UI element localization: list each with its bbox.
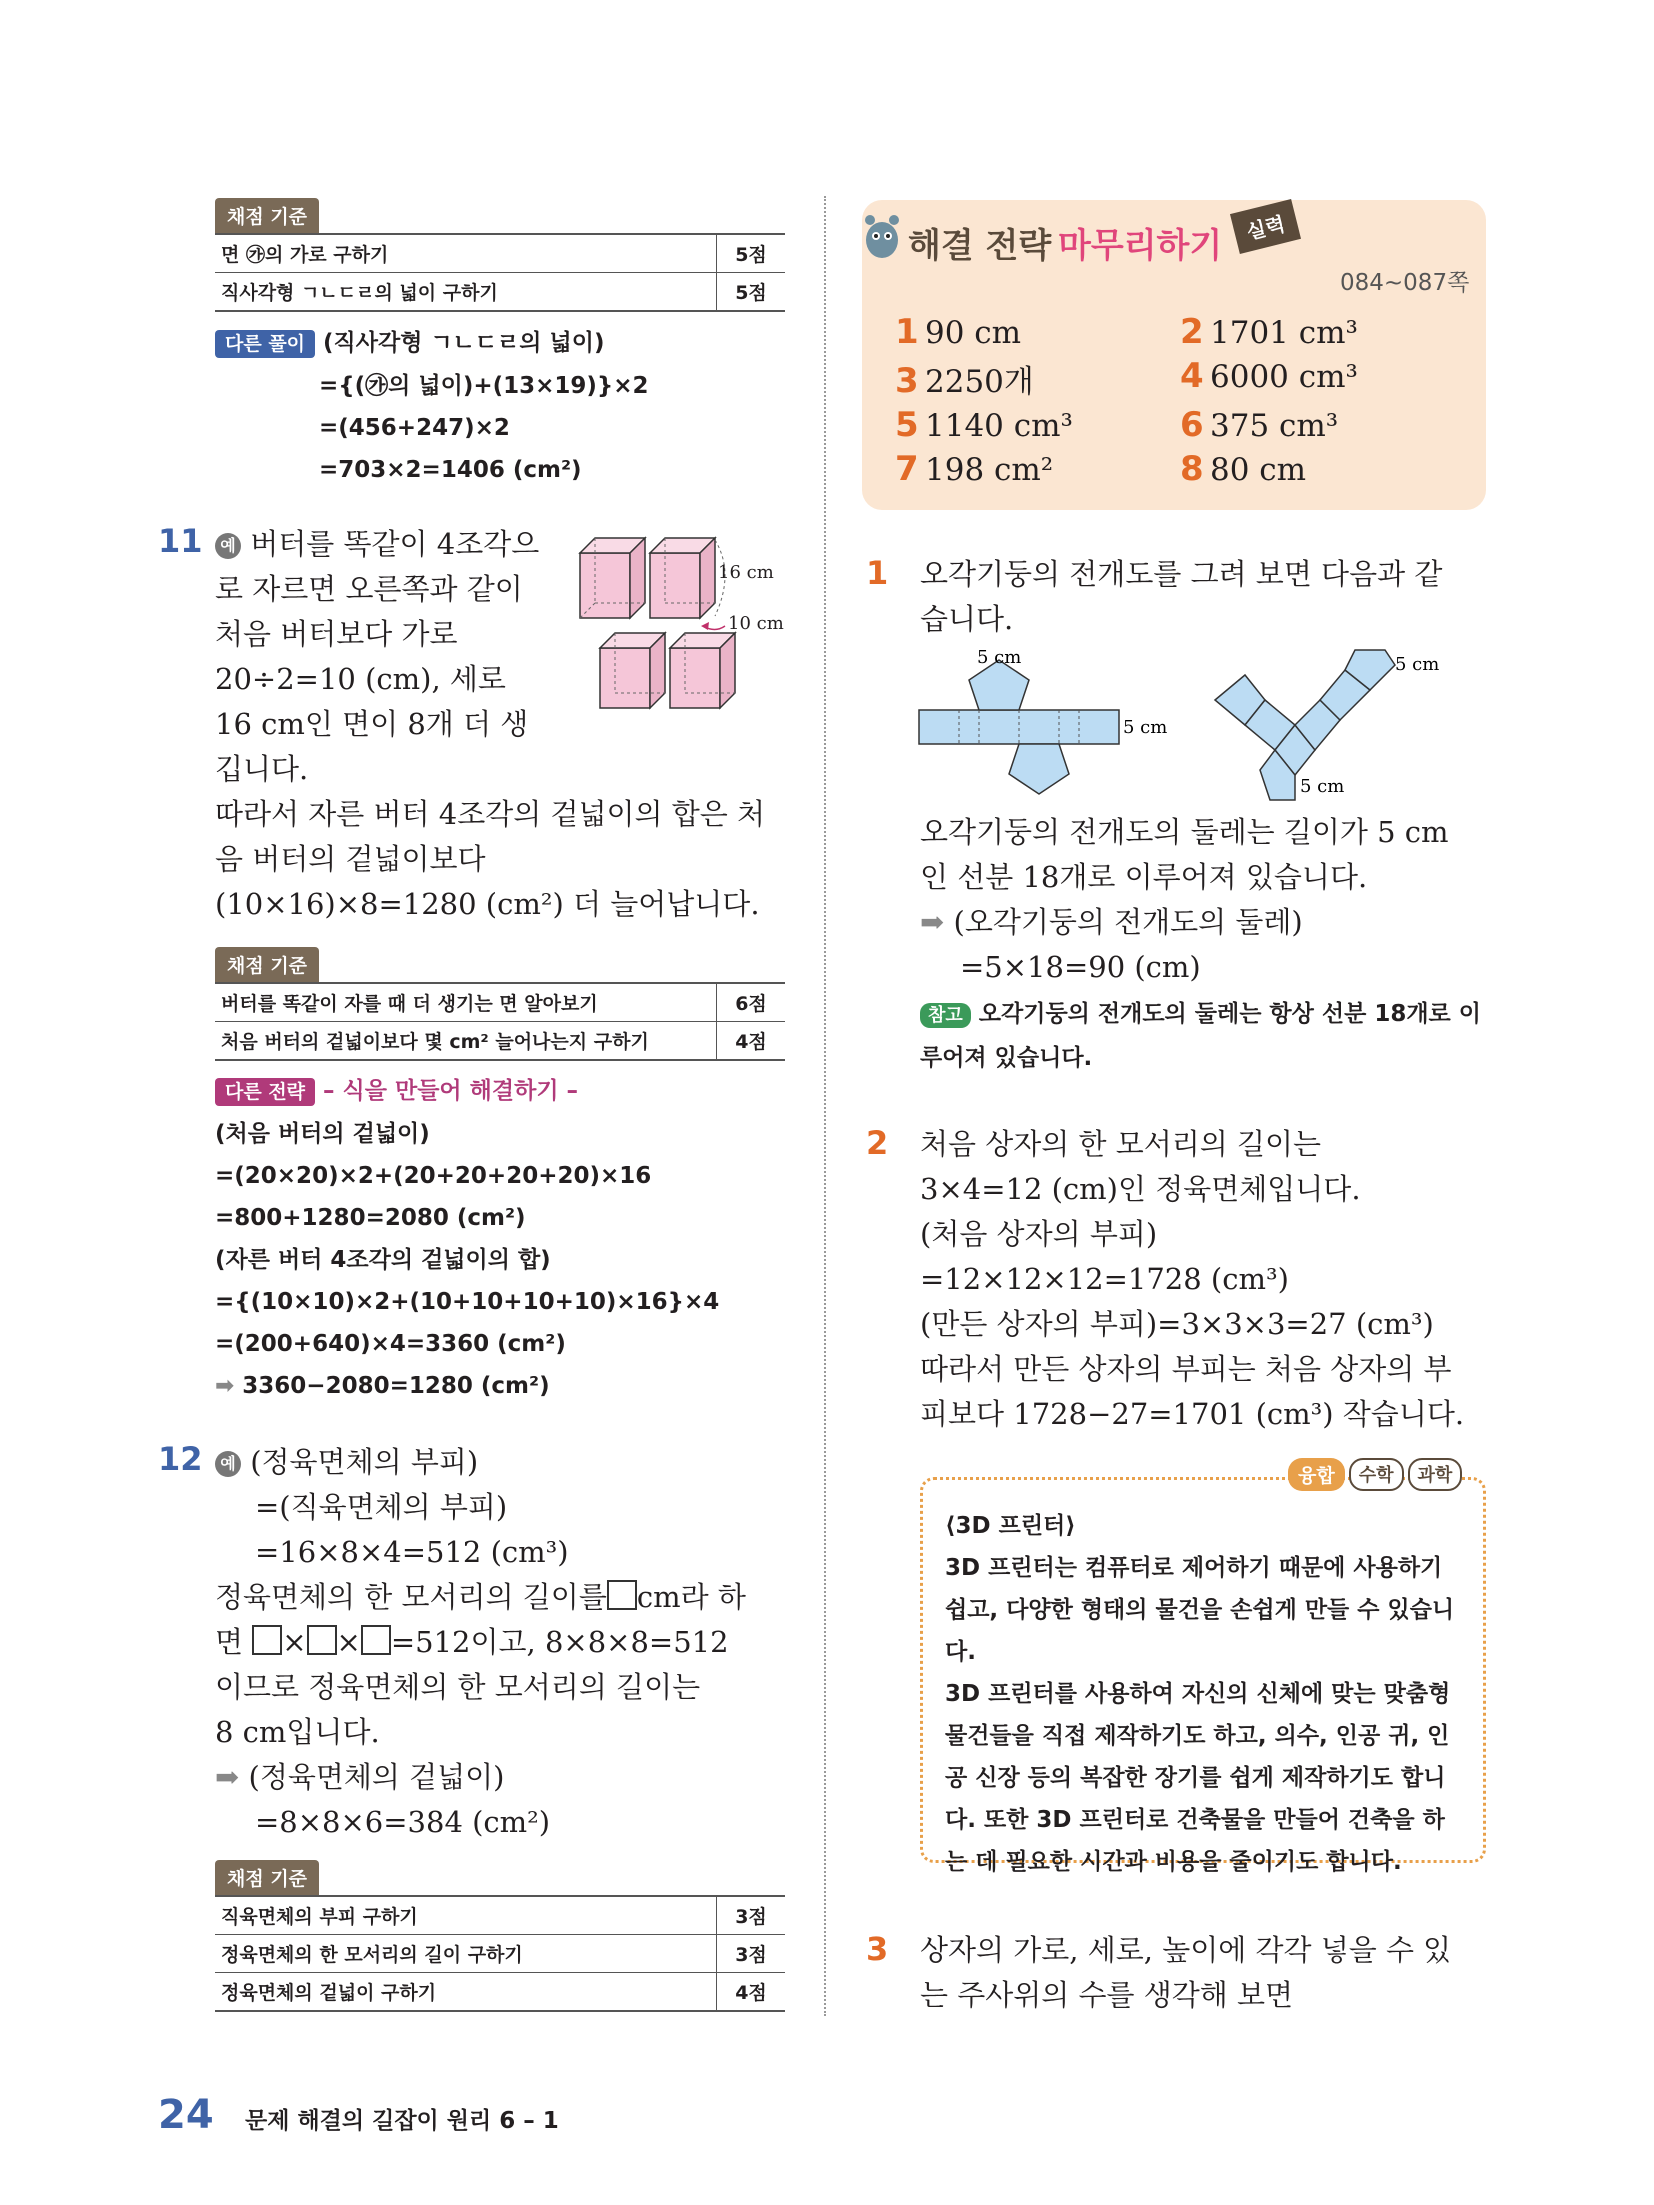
criterion: 처음 버터의 겉넓이보다 몇 cm² 늘어나는지 구하기 — [215, 1022, 717, 1061]
text-line: =12×12×12=1728 (cm³) — [920, 1262, 1289, 1296]
score-table-2 — [215, 947, 785, 1061]
text-line: 처음 상자의 한 모서리의 길이는 — [920, 1127, 1322, 1161]
question-1-intro — [920, 552, 1490, 642]
subject-tag: 수학 — [1349, 1458, 1404, 1491]
question-number-1: 1 — [866, 554, 889, 592]
text-line: 오각기둥의 전개도의 둘레는 길이가 5 cm — [920, 815, 1449, 849]
text-line: (오각기둥의 전개도의 둘레) — [953, 905, 1303, 939]
fusion-tags — [1288, 1458, 1462, 1491]
info-line: 다. 또한 3D 프린터로 건축물을 만들어 건축을 하 — [945, 1807, 1445, 1833]
info-line: 쉽고, 다양한 형태의 물건을 손쉽게 만들 수 있습니다. — [945, 1597, 1455, 1665]
dimension-label: 5 cm — [1395, 654, 1440, 675]
text-line: (10×16)×8=1280 (cm²) 더 늘어납니다. — [215, 887, 760, 921]
text-line: 면 — [215, 1625, 244, 1659]
text-line: 피보다 1728−27=1701 (cm³) 작습니다. — [920, 1397, 1465, 1431]
note-box — [920, 993, 1490, 1079]
text-line: 습니다. — [920, 602, 1014, 636]
question-1-body — [920, 810, 1490, 990]
text-line: (정육면체의 겉넓이) — [248, 1760, 505, 1794]
text-line: × — [282, 1625, 307, 1659]
info-line: 는 데 필요한 시간과 비용을 줄이기도 합니다. — [945, 1849, 1402, 1875]
text-line: 음 버터의 겉넓이보다 — [215, 842, 486, 876]
score-table — [215, 233, 785, 312]
answers-grid — [895, 312, 1475, 489]
points: 5점 — [717, 273, 786, 312]
score-table-1 — [215, 198, 785, 312]
text-line: × — [336, 1625, 361, 1659]
info-line: 공 신장 등의 복잡한 장기를 쉽게 제작하기도 합니 — [945, 1765, 1446, 1791]
score-table — [215, 1895, 785, 2012]
text-line: 20÷2=10 (cm), 세로 — [215, 662, 506, 696]
answer-item: 8 80 cm — [1180, 449, 1307, 489]
dimension-label: 5 cm — [1123, 717, 1168, 738]
answer-item: 1 90 cm — [895, 312, 1022, 352]
arrow-icon: ➡ — [215, 1373, 235, 1399]
text-line: cm라 하 — [636, 1580, 746, 1614]
alt-strategy-title: – 식을 만들어 해결하기 – — [323, 1078, 579, 1104]
points: 3점 — [717, 1935, 786, 1973]
table-row — [215, 234, 785, 273]
text-line: (정육면체의 부피) — [250, 1445, 479, 1479]
subject-tag: 과학 — [1408, 1458, 1463, 1491]
alt-line: =(20×20)×2+(20+20+20+20)×16 — [215, 1163, 652, 1189]
points: 4점 — [717, 1973, 786, 2012]
table-row — [215, 983, 785, 1022]
score-table-3 — [215, 1860, 785, 2012]
text-line: 버터를 똑같이 4조각으 — [250, 527, 540, 561]
text-line: 3×4=12 (cm)인 정육면체입니다. — [920, 1172, 1361, 1206]
text-line: 처음 버터보다 가로 — [215, 617, 458, 651]
fusion-tag: 융합 — [1288, 1458, 1345, 1491]
section-header — [862, 210, 1486, 296]
dimension-label: 10 cm — [728, 613, 784, 634]
table-row — [215, 1973, 785, 2012]
alt-line: 3360−2080=1280 (cm²) — [242, 1373, 550, 1399]
answer-item: 6 375 cm³ — [1180, 405, 1339, 445]
column-divider — [824, 196, 826, 2016]
table-row — [215, 1022, 785, 1061]
mascot-icon — [862, 212, 902, 262]
question-number-11: 11 — [158, 522, 203, 560]
blank-box — [252, 1625, 282, 1655]
text-line: (만든 상자의 부피)=3×3×3=27 (cm³) — [920, 1307, 1434, 1341]
answer-item: 4 6000 cm³ — [1180, 356, 1358, 396]
text-line: =512이고, 8×8×8=512 — [390, 1625, 729, 1659]
text-line: 상자의 가로, 세로, 높이에 각각 넣을 수 있 — [920, 1933, 1452, 1967]
arrow-icon: ➡ — [215, 1760, 240, 1794]
question-3-body — [920, 1928, 1490, 2018]
table-row — [215, 1896, 785, 1935]
alt-line: =800+1280=2080 (cm²) — [215, 1205, 526, 1231]
score-tag: 채점 기준 — [215, 198, 319, 233]
criterion: 버터를 똑같이 자를 때 더 생기는 면 알아보기 — [215, 983, 717, 1022]
question-2-body — [920, 1122, 1490, 1437]
text-line: =8×8×6=384 (cm²) — [255, 1805, 551, 1839]
alt-line: (자른 버터 4조각의 겉넓이의 합) — [215, 1247, 551, 1273]
criterion: 직육면체의 부피 구하기 — [215, 1896, 717, 1935]
question-number-12: 12 — [158, 1440, 203, 1478]
page-range: 084~087쪽 — [1340, 270, 1470, 296]
question-12-body — [215, 1440, 800, 1845]
info-title: ⟨3D 프린터⟩ — [945, 1513, 1076, 1539]
score-table — [215, 982, 785, 1061]
pentagonal-prism-nets — [915, 645, 1475, 805]
question-number-3: 3 — [866, 1930, 889, 1968]
points: 5점 — [717, 234, 786, 273]
text-line: (처음 상자의 부피) — [920, 1217, 1158, 1251]
alt-line: =(456+247)×2 — [319, 415, 510, 441]
points: 4점 — [717, 1022, 786, 1061]
score-tag: 채점 기준 — [215, 1860, 319, 1895]
points: 6점 — [717, 983, 786, 1022]
page-number: 24 — [158, 2092, 214, 2138]
text-line: 16 cm인 면이 8개 더 생 — [215, 707, 529, 741]
score-tag: 채점 기준 — [215, 947, 319, 982]
alt-line: (직사각형 ㄱㄴㄷㄹ의 넓이) — [323, 330, 605, 356]
fusion-info-text — [945, 1505, 1465, 1883]
answer-item: 2 1701 cm³ — [1180, 312, 1358, 352]
text-line: =5×18=90 (cm) — [960, 950, 1201, 984]
text-line: 정육면체의 한 모서리의 길이를 — [215, 1580, 607, 1614]
answer-item: 7 198 cm² — [895, 449, 1054, 489]
text-line: 인 선분 18개로 이루어져 있습니다. — [920, 860, 1368, 894]
text-line: 오각기둥의 전개도를 그려 보면 다음과 같 — [920, 557, 1443, 591]
points: 3점 — [717, 1896, 786, 1935]
alt-line: ={(㉮의 넓이)+(13×19)}×2 — [319, 373, 649, 399]
alt-strategy — [215, 1070, 805, 1407]
arrow-icon: ➡ — [920, 905, 945, 939]
note-tag: 참고 — [920, 1003, 971, 1028]
text-line: 8 cm입니다. — [215, 1715, 380, 1749]
blank-box — [307, 1625, 337, 1655]
butter-pieces-figure — [575, 528, 795, 718]
header-title-b: 마무리하기 — [1058, 226, 1223, 266]
alt-solution-1 — [215, 322, 649, 491]
example-badge: 예 — [215, 1451, 241, 1477]
alt-strategy-tag: 다른 전략 — [215, 1078, 315, 1106]
level-flag: 실력 — [1230, 199, 1301, 254]
alt-solution-tag: 다른 풀이 — [215, 330, 315, 358]
info-line: 3D 프린터는 컴퓨터로 제어하기 때문에 사용하기 — [945, 1555, 1443, 1581]
text-line: =16×8×4=512 (cm³) — [255, 1535, 569, 1569]
blank-box — [361, 1625, 391, 1655]
dimension-label: 16 cm — [718, 562, 774, 583]
dimension-label: 5 cm — [977, 647, 1022, 668]
dimension-label: 5 cm — [1300, 776, 1345, 797]
text-line: =(직육면체의 부피) — [255, 1490, 508, 1524]
text-line: 는 주사위의 수를 생각해 보면 — [920, 1978, 1294, 2012]
answer-item: 3 2250개 — [895, 361, 1034, 401]
answer-item: 5 1140 cm³ — [895, 405, 1073, 445]
text-line: 따라서 만든 상자의 부피는 처음 상자의 부 — [920, 1352, 1452, 1386]
header-title-a: 해결 전략 — [908, 226, 1052, 266]
criterion: 직사각형 ㄱㄴㄷㄹ의 넓이 구하기 — [215, 273, 717, 312]
info-line: 3D 프린터를 사용하여 자신의 신체에 맞는 맞춤형 — [945, 1681, 1451, 1707]
text-line: 깁니다. — [215, 752, 309, 786]
alt-line: (처음 버터의 겉넓이) — [215, 1121, 430, 1147]
note-line: 루어져 있습니다. — [920, 1045, 1093, 1071]
table-row — [215, 273, 785, 312]
text-line: 따라서 자른 버터 4조각의 겉넓이의 합은 처 — [215, 797, 765, 831]
criterion: 면 ㉮의 가로 구하기 — [215, 234, 717, 273]
table-row — [215, 1935, 785, 1973]
alt-line: =(200+640)×4=3360 (cm²) — [215, 1331, 566, 1357]
info-line: 물건들을 직접 제작하기도 하고, 의수, 인공 귀, 인 — [945, 1723, 1450, 1749]
question-number-2: 2 — [866, 1124, 889, 1162]
text-line: 이므로 정육면체의 한 모서리의 길이는 — [215, 1670, 701, 1704]
alt-line: =703×2=1406 (cm²) — [319, 457, 582, 483]
example-badge: 예 — [215, 533, 241, 559]
criterion: 정육면체의 한 모서리의 길이 구하기 — [215, 1935, 717, 1973]
criterion: 정육면체의 겉넓이 구하기 — [215, 1973, 717, 2012]
text-line: 로 자르면 오른쪽과 같이 — [215, 572, 523, 606]
alt-line: ={(10×10)×2+(10+10+10+10)×16}×4 — [215, 1289, 720, 1315]
book-title: 문제 해결의 길잡이 원리 6 – 1 — [245, 2108, 559, 2134]
blank-box — [607, 1580, 637, 1610]
note-line: 오각기둥의 전개도의 둘레는 항상 선분 18개로 이 — [978, 1001, 1481, 1027]
